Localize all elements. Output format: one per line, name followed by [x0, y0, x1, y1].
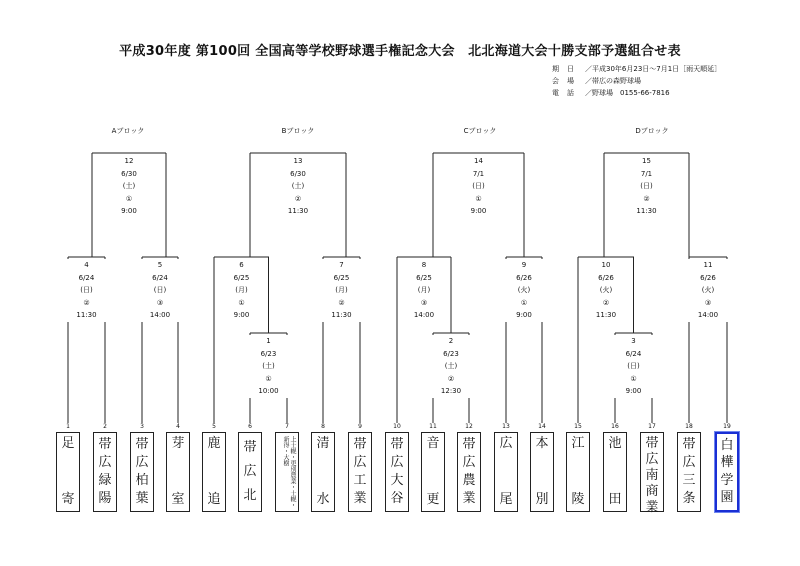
- team-name-char: 鹿: [207, 436, 221, 451]
- team-name-char: 広: [645, 452, 659, 467]
- team-name-char: 条: [682, 491, 696, 506]
- info-value: ／平成30年6月23日～7月1日［雨天順延］: [585, 65, 722, 73]
- game-node: [586, 259, 626, 322]
- team-name: [566, 432, 590, 512]
- game-day: (月): [417, 286, 431, 294]
- game-time: 11:30: [287, 207, 309, 215]
- game-order: ①: [265, 374, 272, 383]
- info-value: ／帯広の森野球場: [585, 77, 641, 85]
- game-order: ③: [420, 298, 428, 307]
- game-date: 6/30: [290, 169, 306, 178]
- game-day: (火): [599, 286, 613, 294]
- game-order: ②: [294, 194, 302, 203]
- team-seed: 1: [66, 423, 70, 430]
- game-date: 6/24: [625, 349, 642, 358]
- game-node: [140, 259, 180, 322]
- team-name: [715, 432, 739, 512]
- team-name-char: 陵: [571, 492, 585, 507]
- team-name-char: 三: [682, 473, 696, 488]
- team-seed: 9: [358, 423, 362, 430]
- team-name-char: 緑: [98, 473, 112, 488]
- game-no: 2: [448, 337, 454, 345]
- team-name-char: 葉: [135, 491, 149, 506]
- team-name-char: 園: [720, 490, 734, 506]
- game-date: 6/26: [598, 273, 614, 282]
- game-no: 11: [703, 261, 713, 269]
- team-name-char: 農: [462, 473, 476, 488]
- game-time: 14:00: [413, 311, 435, 319]
- game-date: 6/24: [152, 273, 168, 282]
- game-order: ①: [630, 374, 637, 383]
- game-node: [278, 155, 318, 218]
- game-no: 3: [631, 337, 636, 345]
- team-seed: 8: [321, 423, 325, 430]
- game-time: 11:30: [636, 207, 657, 215]
- team-name-char: 足: [61, 436, 75, 451]
- game-date: 6/26: [700, 273, 716, 282]
- team-name-char: 白: [720, 437, 734, 453]
- team-name-char: 工: [353, 473, 367, 488]
- team-name-char: 業: [353, 491, 367, 506]
- team-name-char: 本: [535, 436, 549, 451]
- team-seed: 5: [212, 423, 216, 430]
- game-time: 12:30: [440, 387, 462, 395]
- team-name-char: 清: [316, 436, 330, 451]
- game-node: [109, 155, 149, 218]
- game-node: [688, 259, 728, 322]
- team-seed: 18: [685, 423, 693, 430]
- team-seed: 11: [429, 423, 437, 430]
- game-day: (日): [627, 362, 640, 370]
- team-name-char: 音: [426, 436, 440, 451]
- team-name-char: 芽: [171, 436, 185, 451]
- game-time: 9:00: [625, 387, 642, 395]
- team-name-char: 池: [608, 436, 622, 451]
- team-name-char: 帯: [390, 437, 404, 452]
- team-name: [457, 432, 481, 512]
- team-seed: 17: [648, 423, 656, 430]
- block-label: Dブロック: [635, 127, 669, 135]
- game-no: 7: [339, 261, 344, 269]
- team-name-char: 田: [608, 492, 622, 507]
- game-day: (土): [122, 182, 136, 190]
- game-order: ③: [156, 298, 164, 307]
- game-no: 5: [157, 261, 163, 269]
- game-time: 11:30: [76, 311, 97, 319]
- game-time: 11:30: [331, 311, 352, 319]
- team-name-char: 広: [499, 436, 513, 451]
- game-day: (月): [335, 286, 348, 294]
- game-date: 6/23: [260, 349, 277, 358]
- game-no: 1: [266, 337, 271, 345]
- game-date: 6/30: [121, 169, 137, 178]
- game-date: 7/1: [640, 169, 653, 178]
- team-name-char: 広: [353, 455, 367, 470]
- game-order: ②: [643, 194, 650, 203]
- team-name-char: 尾: [499, 492, 513, 507]
- team-name-char: 柏: [135, 473, 149, 488]
- team-name: [494, 432, 518, 512]
- game-node: [504, 259, 544, 322]
- team-name-char: 谷: [390, 491, 404, 506]
- team-name-char: 帯: [645, 436, 659, 451]
- team-name-char: 寄: [61, 492, 75, 507]
- game-order: ③: [704, 298, 712, 307]
- team-name-char: 商: [645, 484, 659, 499]
- team-name-char: 別: [535, 492, 549, 507]
- team-name: [603, 432, 627, 512]
- team-name-char: 樺: [720, 455, 734, 471]
- game-day: (土): [262, 362, 275, 370]
- game-node: [222, 259, 262, 322]
- game-no: 10: [601, 261, 611, 269]
- team-name-char: 更: [426, 492, 440, 507]
- game-no: 4: [84, 261, 89, 269]
- game-order: ②: [447, 374, 455, 383]
- team-name: [166, 432, 190, 512]
- game-no: 14: [474, 157, 483, 165]
- game-time: 9:00: [470, 207, 487, 215]
- game-time: 14:00: [697, 311, 719, 319]
- team-name: [530, 432, 554, 512]
- team-name: [348, 432, 372, 512]
- game-date: 6/25: [416, 273, 432, 282]
- info-label: 期 日: [552, 65, 575, 73]
- game-date: 6/23: [443, 349, 459, 358]
- team-seed: 16: [611, 423, 619, 430]
- block-label: Bブロック: [281, 127, 315, 135]
- team-name-char: 帯: [98, 437, 112, 452]
- game-time: 14:00: [149, 311, 171, 319]
- team-name: [56, 432, 80, 512]
- game-time: 9:00: [516, 311, 532, 319]
- team-seed: 14: [538, 423, 546, 430]
- game-date: 6/24: [78, 273, 95, 282]
- game-order: ①: [520, 298, 528, 307]
- team-name-char: 水: [316, 492, 330, 507]
- team-name-char: 南: [645, 468, 659, 483]
- team-name-combined: 上士幌・更別農業・士幌・新得・大樹: [275, 432, 299, 512]
- page-title: 平成30年度 第100回 全国高等学校野球選手権記念大会 北北海道大会十勝支部予選組合せ表: [119, 44, 681, 59]
- game-day: (土): [291, 182, 305, 190]
- game-day: (火): [517, 286, 531, 294]
- game-no: 15: [642, 157, 651, 165]
- game-time: 9:00: [233, 311, 250, 319]
- team-name-char: 広: [682, 455, 696, 470]
- team-name: [130, 432, 154, 512]
- game-time: 10:00: [258, 387, 279, 395]
- game-node: [249, 335, 289, 398]
- team-seed: 10: [393, 423, 401, 430]
- team-name-char: 帯: [243, 440, 257, 455]
- game-day: (日): [640, 182, 653, 190]
- team-name: [640, 432, 664, 515]
- team-name-char: 帯: [462, 437, 476, 452]
- game-node: [67, 259, 107, 322]
- team-name-char: 追: [207, 492, 221, 507]
- game-node: [404, 259, 444, 322]
- team-name-char: 室: [171, 492, 185, 507]
- team-seed: 7: [285, 423, 289, 430]
- team-name: [385, 432, 409, 512]
- game-date: 6/25: [333, 273, 350, 282]
- game-no: 13: [293, 157, 303, 165]
- team-name-char: 広: [135, 455, 149, 470]
- team-name: [311, 432, 335, 512]
- game-no: 12: [124, 157, 134, 165]
- game-no: 8: [421, 261, 427, 269]
- game-no: 6: [239, 261, 244, 269]
- team-name-char: 帯: [682, 437, 696, 452]
- info-value: ／野球場 0155-66-7816: [585, 89, 670, 97]
- team-name: [238, 432, 262, 512]
- team-name-char: 業: [645, 500, 659, 515]
- team-seed: 13: [502, 423, 510, 430]
- game-order: ②: [338, 298, 345, 307]
- team-name: [677, 432, 701, 512]
- game-day: (火): [701, 286, 715, 294]
- game-date: 6/26: [516, 273, 532, 282]
- game-order: ①: [475, 194, 482, 203]
- game-node: [614, 335, 654, 398]
- game-node: [459, 155, 499, 218]
- team-name-char: 広: [98, 455, 112, 470]
- game-node: [322, 259, 362, 322]
- team-name-char: 陽: [98, 491, 112, 506]
- game-order: ②: [602, 298, 610, 307]
- game-day: (日): [80, 286, 93, 294]
- game-node: [431, 335, 471, 398]
- team-seed: 19: [723, 423, 731, 430]
- game-day: (月): [235, 286, 248, 294]
- game-date: 7/1: [472, 169, 485, 178]
- team-seed: 6: [248, 423, 252, 430]
- team-seed: 2: [103, 423, 107, 430]
- team-name-char: 北: [243, 488, 257, 503]
- game-day: (土): [444, 362, 458, 370]
- game-day: (日): [472, 182, 485, 190]
- team-name-char: 帯: [353, 437, 367, 452]
- team-name-char: 広: [462, 455, 476, 470]
- team-seed: 4: [176, 423, 180, 430]
- game-node: [627, 155, 667, 218]
- team-name-char: 広: [390, 455, 404, 470]
- team-seed: 15: [574, 423, 582, 430]
- team-name-char: 大: [390, 473, 404, 488]
- team-name-char: 江: [571, 436, 585, 451]
- game-day: (日): [153, 286, 167, 294]
- team-name-char: 業: [462, 491, 476, 506]
- team-seed: 12: [465, 423, 473, 430]
- info-label: 会 場: [552, 77, 575, 85]
- game-order: ①: [125, 194, 133, 203]
- team-name-char: 広: [243, 464, 257, 479]
- game-time: 11:30: [595, 311, 617, 319]
- team-name: [202, 432, 226, 512]
- team-name-char: 帯: [135, 437, 149, 452]
- game-order: ①: [238, 298, 245, 307]
- game-time: 9:00: [121, 207, 137, 215]
- info-label: 電 話: [552, 89, 575, 97]
- game-no: 9: [521, 261, 527, 269]
- game-date: 6/25: [233, 273, 250, 282]
- game-order: ②: [83, 298, 90, 307]
- block-label: Aブロック: [111, 127, 145, 135]
- team-seed: 3: [140, 423, 144, 430]
- block-label: Cブロック: [463, 127, 497, 135]
- team-name-char: 学: [720, 472, 734, 488]
- team-name: [93, 432, 117, 512]
- team-name: [421, 432, 445, 512]
